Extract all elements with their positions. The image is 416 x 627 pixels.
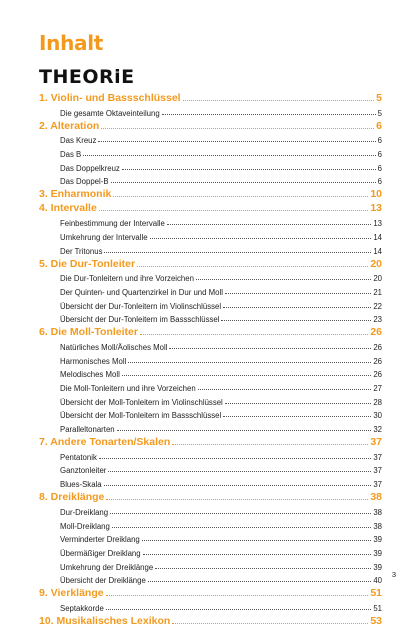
- toc-entry-label: Moll-Dreiklang: [60, 521, 110, 531]
- toc-entry-page: 20: [370, 257, 382, 270]
- dot-leader: [142, 540, 372, 541]
- toc-entry-row[interactable]: [39, 338, 382, 352]
- toc-entry-page: 37: [373, 480, 382, 490]
- toc-entry-page: 26: [373, 342, 382, 352]
- toc-entry-page: 22: [373, 301, 382, 311]
- toc-entry-label: Die gesamte Oktaveinteilung: [60, 108, 160, 118]
- toc-entry-row[interactable]: [39, 145, 382, 159]
- dot-leader: [110, 513, 371, 514]
- toc-entry-label: Pentatonik: [60, 452, 97, 462]
- dot-leader: [183, 100, 375, 101]
- toc-entry-page: 6: [377, 163, 382, 173]
- toc-entry-label: Der Quinten- und Quartenzirkel in Dur und Moll: [60, 287, 223, 297]
- toc-entry-label: 8. Dreiklänge: [39, 491, 105, 504]
- toc-entry-row[interactable]: [39, 228, 382, 242]
- toc-entry-label: Melodisches Moll: [60, 370, 120, 380]
- toc-entry-row[interactable]: [39, 420, 382, 434]
- toc-entry-row[interactable]: [39, 393, 382, 407]
- toc-entry-page: 13: [370, 202, 382, 215]
- toc-entry-page: 23: [373, 315, 382, 325]
- toc-entry-label: 2. Alteration: [39, 119, 100, 132]
- toc-entry-row[interactable]: [39, 572, 382, 586]
- toc-entry-page: 14: [373, 246, 382, 256]
- toc-entry-label: Übersicht der Dreiklänge: [60, 576, 146, 586]
- toc-entry-row[interactable]: [39, 242, 382, 256]
- toc-entry-page: 10: [370, 188, 382, 201]
- toc-entry-label: 3. Enharmonik: [39, 188, 112, 201]
- toc-entry-page: 38: [370, 491, 382, 504]
- dot-leader: [113, 196, 368, 197]
- toc-chapter-row[interactable]: [39, 324, 382, 338]
- dot-leader: [99, 458, 371, 459]
- toc-entry-label: Blues-Skala: [60, 480, 102, 490]
- toc-entry-page: 38: [373, 507, 382, 517]
- dot-leader: [99, 210, 369, 211]
- dot-leader: [106, 609, 372, 610]
- toc-entry-page: 39: [373, 548, 382, 558]
- toc-entry-label: Feinbestimmung der Intervalle: [60, 219, 165, 229]
- toc-chapter-row[interactable]: [39, 489, 382, 503]
- toc-entry-row[interactable]: [39, 379, 382, 393]
- toc-entry-label: Das Doppel-B: [60, 177, 109, 187]
- toc-entry-row[interactable]: [39, 558, 382, 572]
- toc-entry-label: Natürliches Moll/Äolisches Moll: [60, 342, 168, 352]
- toc-entry-page: 39: [373, 562, 382, 572]
- toc-entry-row[interactable]: [39, 132, 382, 146]
- toc-entry-row[interactable]: [39, 462, 382, 476]
- toc-entry-row[interactable]: [39, 297, 382, 311]
- dot-leader: [155, 568, 371, 569]
- toc-entry-row[interactable]: [39, 475, 382, 489]
- dot-leader: [122, 169, 376, 170]
- toc-entry-label: Das B: [60, 150, 82, 160]
- toc-entry-page: 6: [377, 136, 382, 146]
- toc-entry-label: Umkehrung der Dreiklänge: [60, 562, 154, 572]
- toc-entry-row[interactable]: [39, 531, 382, 545]
- toc-entry-page: 26: [373, 356, 382, 366]
- dot-leader: [221, 320, 371, 321]
- dot-leader: [225, 403, 372, 404]
- toc-entry-page: 13: [373, 219, 382, 229]
- toc-entry-page: 53: [370, 614, 382, 627]
- dot-leader: [101, 128, 374, 129]
- dot-leader: [148, 581, 372, 582]
- dot-leader: [98, 141, 375, 142]
- toc-entry-page: 51: [370, 587, 382, 600]
- toc-entry-label: Septakkorde: [60, 603, 104, 613]
- toc-entry-row[interactable]: [39, 159, 382, 173]
- toc-entry-label: 5. Die Dur-Tonleiter: [39, 257, 136, 270]
- dot-leader: [137, 266, 368, 267]
- toc-entry-page: 26: [370, 326, 382, 339]
- toc-chapter-row[interactable]: [39, 200, 382, 214]
- toc-entry-row[interactable]: [39, 311, 382, 325]
- toc-entry-label: 1. Violin- und Bassschlüssel: [39, 92, 181, 104]
- toc-entry-page: 32: [373, 425, 382, 435]
- toc-entry-label: 9. Vierklänge: [39, 587, 104, 600]
- dot-leader: [223, 307, 371, 308]
- toc-entry-label: Übersicht der Dur-Tonleitern im Bassschlüssel: [60, 315, 220, 325]
- toc-entry-row[interactable]: [39, 544, 382, 558]
- dot-leader: [162, 114, 376, 115]
- page-title: Inhalt: [39, 31, 104, 55]
- toc-chapter-row[interactable]: [39, 434, 382, 448]
- dot-leader: [140, 334, 368, 335]
- toc-chapter-row[interactable]: [39, 613, 382, 627]
- toc-entry-label: Ganztonleiter: [60, 466, 107, 476]
- toc-entry-page: 14: [373, 232, 382, 242]
- dot-leader: [104, 252, 371, 253]
- dot-leader: [150, 238, 372, 239]
- dot-leader: [169, 348, 371, 349]
- dot-leader: [122, 375, 372, 376]
- toc-entry-label: Übersicht der Moll-Tonleitern im Bassschlüssel: [60, 411, 222, 421]
- toc-entry-label: Der Tritonus: [60, 246, 103, 256]
- dot-leader: [225, 293, 371, 294]
- toc-entry-row[interactable]: [39, 104, 382, 118]
- dot-leader: [172, 444, 368, 445]
- dot-leader: [106, 595, 369, 596]
- toc-entry-page: 6: [377, 150, 382, 160]
- toc-entry-label: Das Doppelkreuz: [60, 163, 120, 173]
- dot-leader: [117, 430, 372, 431]
- toc-entry-page: 38: [373, 521, 382, 531]
- toc-entry-label: Dur-Dreiklang: [60, 507, 109, 517]
- section-heading: THEORiE: [39, 66, 135, 88]
- toc-entry-label: Die Moll-Tonleitern und ihre Vorzeichen: [60, 384, 196, 393]
- toc-entry-label: Verminderter Dreiklang: [60, 535, 140, 545]
- toc-chapter-row[interactable]: [39, 256, 382, 270]
- dot-leader: [172, 623, 368, 624]
- toc-entry-page: 39: [373, 535, 382, 545]
- toc-chapter-row[interactable]: [39, 585, 382, 599]
- dot-leader: [104, 485, 372, 486]
- toc-entry-label: Paralleltonarten: [60, 425, 115, 435]
- toc-entry-row[interactable]: [39, 407, 382, 421]
- toc-entry-page: 40: [373, 576, 382, 586]
- toc-entry-label: Harmonisches Moll: [60, 356, 127, 366]
- toc-entry-row[interactable]: [39, 173, 382, 187]
- toc-entry-label: 4. Intervalle: [39, 202, 97, 215]
- toc-entry-label: 10. Musikalisches Lexikon: [39, 614, 171, 627]
- toc-entry-row[interactable]: [39, 352, 382, 366]
- toc-entry-page: 37: [370, 436, 382, 449]
- toc-entry-label: Das Kreuz: [60, 136, 97, 146]
- toc-entry-page: 21: [373, 287, 382, 297]
- dot-leader: [223, 416, 371, 417]
- toc-entry-page: 5: [376, 92, 382, 104]
- toc-entry-row[interactable]: [39, 366, 382, 380]
- toc-entry-page: 6: [377, 177, 382, 187]
- toc-entry-page: 30: [373, 411, 382, 421]
- dot-leader: [167, 224, 371, 225]
- toc-entry-label: 7. Andere Tonarten/Skalen: [39, 436, 171, 449]
- dot-leader: [196, 279, 371, 280]
- dot-leader: [106, 499, 368, 500]
- toc-entry-label: Übersicht der Moll-Tonleitern im Violinschlüssel: [60, 397, 223, 407]
- toc-entry-page: 20: [373, 274, 382, 284]
- toc-entry-page: 37: [373, 452, 382, 462]
- toc-entry-label: 6. Die Moll-Tonleiter: [39, 326, 138, 339]
- toc-entry-row[interactable]: [39, 599, 382, 613]
- toc-entry-row[interactable]: [39, 214, 382, 228]
- dot-leader: [128, 362, 371, 363]
- toc-entry-row[interactable]: [39, 517, 382, 531]
- dot-leader: [112, 527, 371, 528]
- toc-entry-page: 6: [376, 119, 382, 132]
- toc-entry-page: 5: [377, 108, 382, 118]
- dot-leader: [143, 554, 372, 555]
- dot-leader: [83, 155, 375, 156]
- toc-entry-page: 51: [373, 603, 382, 613]
- toc-entry-page: 27: [373, 384, 382, 393]
- toc-entry-page: 37: [373, 466, 382, 476]
- dot-leader: [198, 389, 372, 390]
- toc-entry-label: Umkehrung der Intervalle: [60, 232, 148, 242]
- toc-entry-row[interactable]: [39, 448, 382, 462]
- toc-entry-label: Die Dur-Tonleitern und ihre Vorzeichen: [60, 274, 194, 284]
- toc-entry-row[interactable]: [39, 270, 382, 284]
- toc-entry-label: Übermäßiger Dreiklang: [60, 548, 141, 558]
- toc-entry-row[interactable]: [39, 503, 382, 517]
- dot-leader: [111, 182, 376, 183]
- toc-entry-row[interactable]: [39, 283, 382, 297]
- dot-leader: [108, 471, 371, 472]
- toc-chapter-row[interactable]: [39, 186, 382, 200]
- table-of-contents: [39, 90, 382, 627]
- toc-entry-page: 26: [373, 370, 382, 380]
- page-number: 3: [391, 570, 396, 579]
- toc-entry-page: 28: [373, 397, 382, 407]
- toc-entry-label: Übersicht der Dur-Tonleitern im Violinschlüssel: [60, 301, 222, 311]
- toc-chapter-row[interactable]: [39, 118, 382, 132]
- toc-chapter-row[interactable]: [39, 90, 382, 104]
